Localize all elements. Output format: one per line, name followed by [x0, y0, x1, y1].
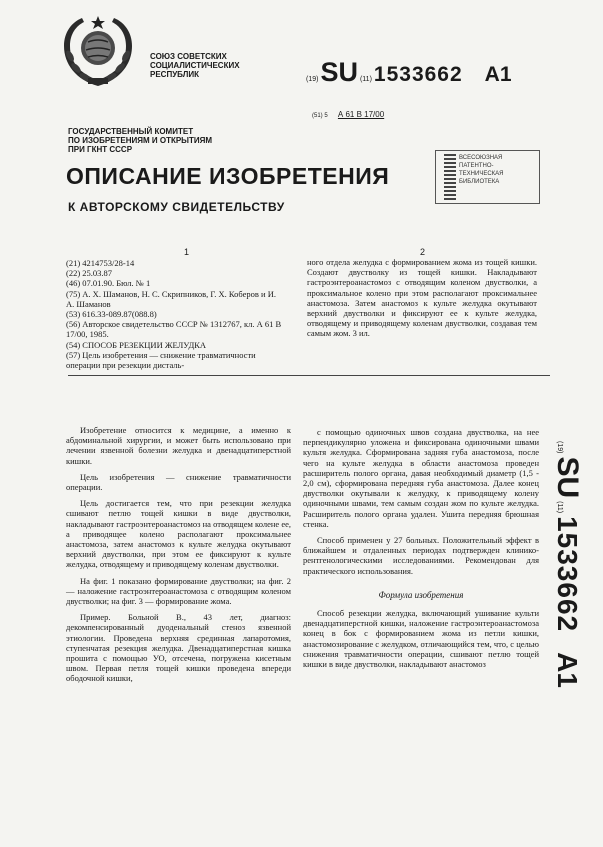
ipc-class: А 61 В 17/00 [337, 110, 385, 119]
description-paragraph: Пример. Больной В., 43 лет, диагноз: декомпенсированный дуоденальный стеноз язвенной этиологии. Проведена верхняя срединная лапаротомия, ступенчатая резекция желудка. Двенадцатиперстная кишка прошита с помощью УО, отсечена, погружена кисетным швом. Первая петля тощей кишки проведена впереди ободочной кишки, [66, 612, 291, 684]
document-title: ОПИСАНИЕ ИЗОБРЕТЕНИЯ [66, 163, 390, 189]
stamp-mark-icon [444, 154, 456, 200]
column-number-right: 2 [420, 247, 426, 257]
patent-number: 1533662 [373, 63, 463, 86]
inid-code-11: (11) [359, 76, 372, 83]
description-paragraph: Цель изобретения — снижение травматичности операции. [66, 471, 291, 493]
abstract-text: ного отдела желудка с формированием жома из тощей кишки. Создают двустволку из тощей кишки. Накладывают гастроэнтероанастомоз с отводящим коленом двустволки, а проксимальное колено при этом располагают проксимальнее анастомоза. Затем анастомоз к культе желудка окутывают верхний двустволки и фиксируют ее к культе желудка, отводящему и приводящему коленам двустволки, создавая тем самым жом. 3 ил. [307, 257, 537, 339]
description-paragraph: Способ применен у 27 больных. Положительный эффект в ближайшем и отдаленных периодах подтвержден клинико-рентгенологическими исследованиями. Рекомендован для практического использования. [303, 535, 539, 576]
ipc-classification [312, 110, 384, 119]
committee [68, 127, 212, 154]
side-kind-code: A1 [552, 652, 583, 688]
state-emblem-icon [58, 12, 138, 92]
description-paragraph: На фиг. 1 показано формирование двустволки; на фиг. 2 — наложение гастроэнтероанастомоза с отводящим коленом двустволки; на фиг. 3 — формирование жома. [66, 575, 291, 607]
patent-number-line [304, 57, 512, 88]
biblio-entry: (75) А. Х. Шаманов, Н. С. Скрипников, Г. Х. Коберов и И. А. Шаманов [66, 288, 276, 309]
union-line: СОЦИАЛИСТИЧЕСКИХ [150, 61, 240, 70]
description-paragraph: с помощью одиночных швов создана двустволка, на нее перпендикулярно уложена и фиксирована одиночными швами культя желудка. Сформирована задняя губа анастомоза, после чего на культе желудка в области анастомоза проведен расширитель полого органа, давая необходимый диаметр (1,5 - 2,0 см), сформирована передняя губа анастомоза. Далее конец двустволки окутывали к желудку, к приводящему колену одиночными швами, тем самым создан жом по культе желудка. Расширитель полого органа удален. Ушита передняя брюшная стенка. [303, 427, 539, 529]
bibliographic-data [66, 258, 286, 370]
side-patent-number-value: 1533662 [552, 516, 583, 633]
stamp-line: ТЕХНИЧЕСКАЯ [459, 171, 504, 177]
inid-code-51: (51) 5 [312, 113, 328, 119]
library-stamp [435, 150, 540, 204]
inid-code-19: (19) [306, 76, 319, 83]
stamp-line: БИБЛИОТЕКА [459, 179, 500, 185]
side-inid-code-11: (11) [556, 501, 563, 514]
committee-line: ПРИ ГКНТ СССР [68, 145, 133, 154]
side-country-code: SU [551, 456, 584, 499]
column-number-left: 1 [184, 247, 190, 257]
biblio-entry: (21) 4214753/28-14 [66, 258, 135, 268]
committee-line: ГОСУДАРСТВЕННЫЙ КОМИТЕТ [68, 127, 194, 136]
description-paragraph: Изобретение относится к медицине, а именно к абдоминальной хирургии, и может быть использовано при лечении язвенной болезни желудка и двенадцатиперстной кишки. [66, 425, 291, 466]
stamp-line: ПАТЕНТНО- [459, 163, 494, 169]
union-line: РЕСПУБЛИК [150, 70, 199, 79]
country-code: SU [320, 57, 358, 87]
description-column-right [303, 427, 539, 675]
biblio-entry: (57) Цель изобретения — снижение травматичности операции при резекции дисталь- [66, 349, 256, 371]
abstract-continuation [307, 257, 537, 339]
formula-text: Способ резекции желудка, включающий ушивание культи двенадцатиперстной кишки, наложение гастроэнтероанастомоза конец в бок с формированием жома из петли кишки, анастомозирование с желудком, отличающийся тем, что, с целью снижения травматичности операции, сшивают петлю тощей кишки в виде двустволки, накладывают анастомоз [303, 608, 539, 670]
document-subtitle: К АВТОРСКОМУ СВИДЕТЕЛЬСТВУ [68, 200, 285, 214]
biblio-entry: (56) Авторское свидетельство СССР № 1312767, кл. А 61 В 17/00, 1985. [66, 319, 282, 340]
committee-line: ПО ИЗОБРЕТЕНИЯМ И ОТКРЫТИЯМ [68, 136, 213, 145]
biblio-entry: (53) 616.33-089.87(088.8) [66, 309, 157, 320]
formula-heading: Формула изобретения [378, 589, 464, 600]
side-inid-code-19: (19) [556, 441, 563, 454]
biblio-entry: (46) 07.01.90. Бюл. № 1 [66, 278, 151, 289]
biblio-entry: (54) СПОСОБ РЕЗЕКЦИИ ЖЕЛУДКА [66, 339, 207, 350]
union-line: СОЮЗ СОВЕТСКИХ [150, 52, 227, 61]
side-patent-number [540, 438, 590, 688]
kind-code: A1 [484, 63, 512, 86]
biblio-entry: (22) 25.03.87 [66, 268, 113, 279]
stamp-line: ВСЕСОЮЗНАЯ [459, 155, 503, 161]
description-paragraph: Цель достигается тем, что при резекции желудка сшивают петлю тощей кишки в виде двустволки, накладывают гастроэнтероанастомоз на отводящем колене ее, а приводящее колено располагают проксимальнее анастомоза, затем анастомоз к культе желудка окутывают верхний двустволки, при этом ее фиксируют к культе желудка, отводящему и приводящему коленам двустволки. [66, 498, 291, 570]
section-divider [68, 375, 550, 376]
issuer-union [150, 52, 240, 79]
description-column-left [66, 425, 291, 690]
